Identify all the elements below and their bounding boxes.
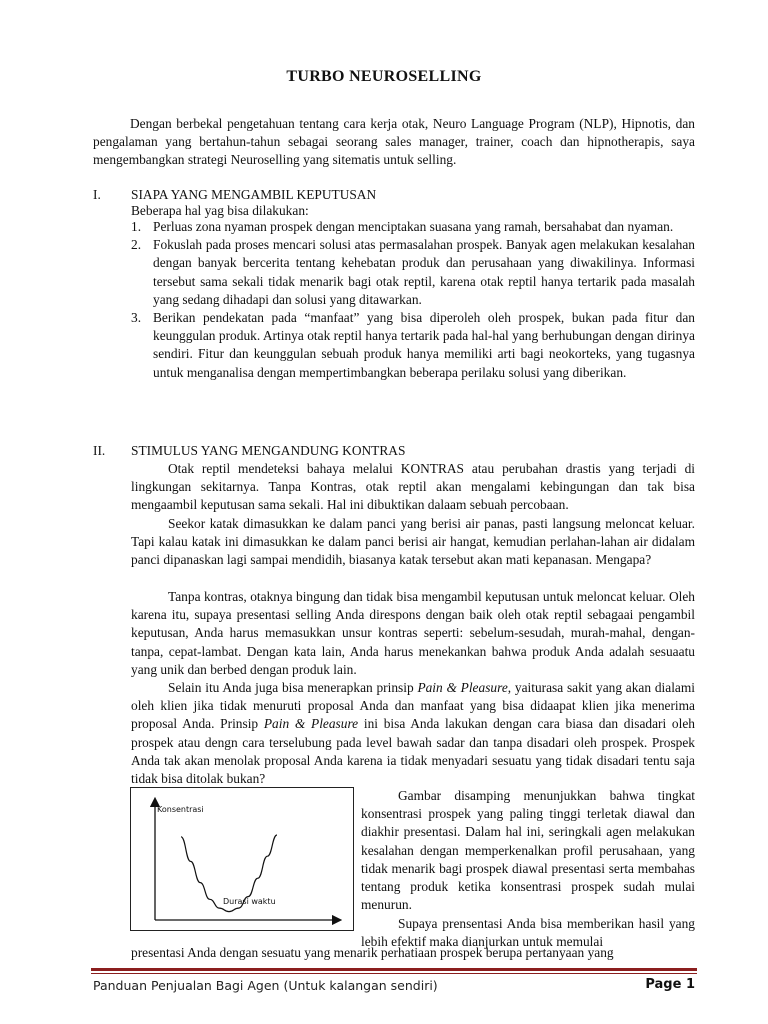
section-1-number: I. [93,187,101,202]
footer-text: Panduan Penjualan Bagi Agen (Untuk kalangan sendiri) [93,978,438,993]
list-item-text: Berikan pendekatan pada “manfaat” yang bisa diperoleh oleh prospek, bukan pada fitur dan keunggulan produk. Artinya otak reptil hanya tertarik pada hal-hal yang berhubungan dengan dirinya sendiri. Fitur dan keunggulan sebuah produk hanya memiliki arti bagi neokorteks, yang tugasnya untuk menganalisa dengan mempertimbangkan beberapa perilaku solusi yang diberikan. [153,310,695,380]
x-axis-label: Durasi waktu [223,897,276,906]
list-item-text: Perluas zona nyaman prospek dengan menciptakan suasana yang ramah, bersahabat dan nyaman. [153,219,674,234]
section-2-title: STIMULUS YANG MENGANDUNG KONTRAS [131,443,406,458]
page-number: Page 1 [645,977,695,992]
list-item-number: 2. [131,237,142,253]
section-1-title: SIAPA YANG MENGAMBIL KEPUTUSAN [131,187,377,202]
footer-rule-thick [91,968,697,971]
chart-svg [131,788,353,930]
section-2-paragraph-1: Otak reptil mendeteksi bahaya melalui KONTRAS atau perubahan drastis yang terjadi di lingkungan sekitarnya. Tanpa Kontras, otak reptil akan mengalami kebingungan dan tak bisa mengaambil keputusan sama sekali. Hal ini dibuktikan dalaam sebuah percobaan. [131,461,695,513]
intro-paragraph: Dengan berbekal pengetahuan tentang cara kerja otak, Neuro Language Program (NLP), Hipnotis, dan pengalaman yang bertahun-tahun sebagai seorang sales manager, trainer, coach dan hipnotherapis, saya mengembangkan strategi Neuroselling yang sitematis untuk selling. [93,116,695,168]
list-item-text: Fokuslah pada proses mencari solusi atas permasalahan prospek. Banyak agen melakukan kesalahan dengan banyak bercerita tentang kehebatan produk dan perusahaan yang diwakilinya. Informasi tersebut sama sekali tidak menarik bagi otak reptil, karena otak reptil hanya tertarik pada masalah yang sedang dihadapi dan solusi yang ditawarkan. [153,237,695,307]
list-item [131,218,695,236]
pain-pleasure-term: Pain & Pleasure [263,716,359,732]
section-2-paragraph-6b: presentasi Anda dengan sesuatu yang menarik perhatiaan prospek berupa pertanyaan yang [131,945,614,960]
y-axis-label: Konsentrasi [157,805,204,814]
concentration-chart [130,787,354,931]
section-2-paragraph-3: Tanpa kontras, otaknya bingung dan tidak bisa mengambil keputusan untuk meloncat keluar. Oleh karena itu, supaya presentasi selling Anda direspons dengan baik oleh otak reptil sebagaai pengambil keputusan, Anda harus memasukkan unsur kontras seperti: sebelum-sesudah, murah-mahal, dengan-tanpa, cepat-lambat. Dengan kata lain, Anda harus menekankan bahwa produk Anda adalah sesuaatu yang unik dan berbed dengan produk lain. [131,589,695,677]
footer-rule-thin [91,973,697,974]
section-2-paragraph-2: Seekor katak dimasukkan ke dalam panci yang berisi air panas, pasti langsung meloncat keluar. Tapi kalau katak ini dimasukkan ke dalam panci berisi air hangat, kemudian perlahan-lahan air didalam panci dipanaskan lagi sampai mendidih, biasanya katak tersebut akan mati kepanasan. Mengapa? [131,516,695,568]
list-item-number: 1. [131,219,142,234]
paragraph-4-text-a: Selain itu Anda juga bisa menerapkan prinsip [168,680,418,695]
section-2-paragraph-4 [131,679,695,788]
list-item [131,309,695,382]
pain-pleasure-term: Pain & Pleasure [417,680,508,695]
list-item [131,236,695,309]
section-2-paragraph-6a: Supaya prensentasi Anda bisa memberikan hasil yang lebih efektif maka dianjurkan untuk memulai [361,916,695,950]
section-1-list [131,218,695,382]
list-item-number: 3. [131,310,142,326]
paragraph-4-text-b: , yaiturasa sakit yang akan dialami oleh klien jika tidak menuruti proposal Anda dan manfaat yang bisa didaapat klien jika menerima proposal Anda. Prinsip [131,680,695,732]
paragraph-4-text-c: ini bisa Anda lakukan dengan cara biasa dan disadari oleh prospek atau dengn cara terselubung pada level bawah sadar dan tanpa disadari oleh prospek. Prospek Anda tak akan menolak proposal Anda karena ia tidak menyadari sesuatu yang tidak disadari tentu saja tidak bisa ditolak bukan? [131,716,695,787]
page-title: TURBO NEUROSELLING [286,68,482,85]
section-1-subtitle: Beberapa hal yag bisa dilakukan: [131,203,309,218]
section-2-number: II. [93,443,106,458]
section-2-paragraph-5: Gambar disamping menunjukkan bahwa tingkat konsentrasi prospek yang paling tinggi terletak diawal dan diakhir presentasi. Dalam hal ini, seringkali agen melakukan kesalahan dengan memperkenalkan profil perusahaan, yang tidak menarik bagi prospek diawal presentasi serta membahas tentang produk ketika konsentrasi prospek sudah mulai menurun. [361,788,695,913]
